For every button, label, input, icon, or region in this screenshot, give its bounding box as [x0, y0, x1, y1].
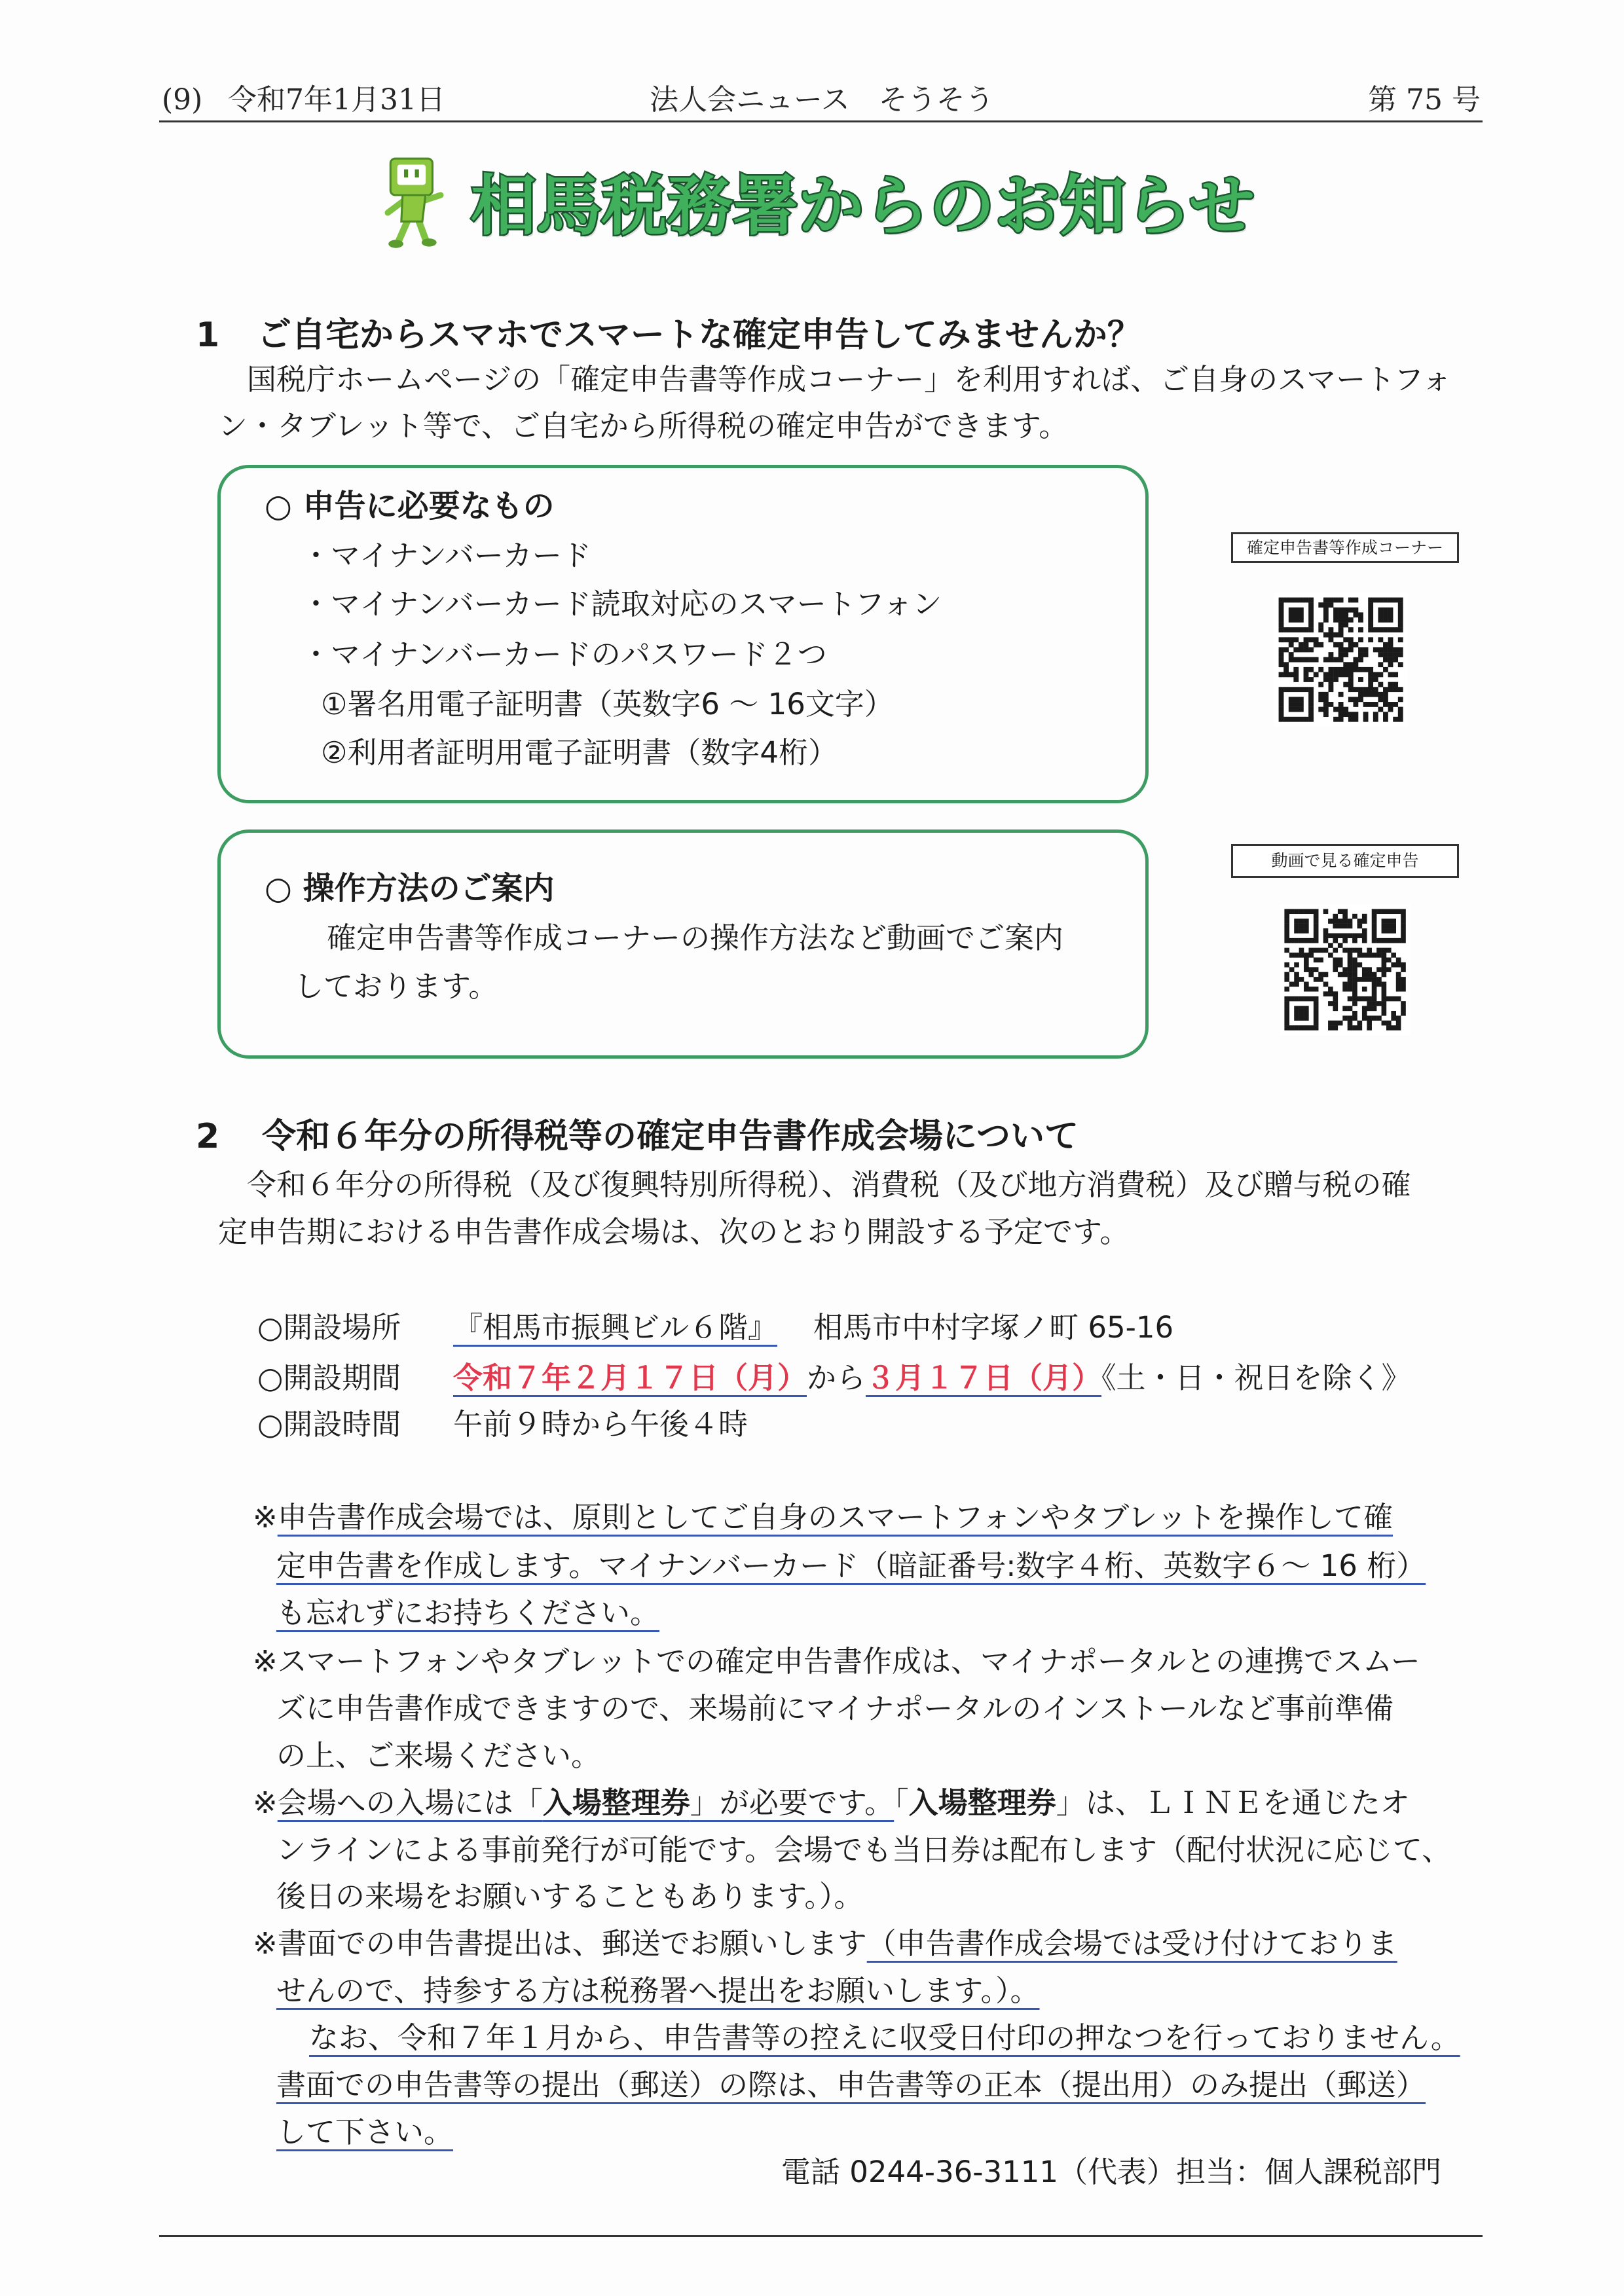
note-line	[309, 2020, 1460, 2056]
qr-code-video[interactable]	[1280, 904, 1411, 1035]
note-text: 」は、ＬＩＮＥを通じたオ	[1056, 1785, 1410, 1820]
note-line	[253, 1500, 1393, 1535]
section1-body-line: 国税庁ホームページの「確定申告書等作成コーナー」を利用すれば、ご自身のスマートフォ	[247, 362, 1452, 397]
note-text: 」が必要です。	[690, 1785, 895, 1820]
note-mark: ※	[253, 1500, 278, 1535]
venue-row	[257, 1310, 1173, 1345]
section1-number: 1	[196, 316, 220, 355]
note-line	[253, 1644, 1420, 1679]
venue-name: 『相馬市振興ビル６階』	[453, 1310, 778, 1345]
qr-code-filing-corner[interactable]	[1274, 592, 1408, 727]
note-text: ンラインによる事前発行が可能です。会場でも当日券は配布します（配付状況に応じて、	[276, 1832, 1452, 1867]
footer-rule	[159, 2235, 1483, 2237]
note-text: 定申告書を作成します。マイナンバーカード（暗証番号:数字４桁、英数字６～ 16 桁）	[276, 1548, 1426, 1583]
note-text: ズに申告書作成できますので、来場前にマイナポータルのインストールなど事前準備	[276, 1691, 1393, 1726]
note-text: ※書面での申告書提出は、郵送でお願いします	[253, 1926, 867, 1961]
header-publication: 法人会ニュース そうそう	[650, 83, 994, 117]
note-text: も忘れずにお持ちください。	[276, 1595, 660, 1630]
note-text: 「	[894, 1785, 909, 1820]
hours-row	[257, 1407, 748, 1442]
section2-body-line: 定申告期における申告書作成会場は、次のとおり開設する予定です。	[218, 1214, 1130, 1249]
required-item: ・マイナンバーカード読取対応のスマートフォン	[301, 587, 942, 621]
period-label: ○開設期間	[257, 1360, 401, 1395]
required-items-heading: ○ 申告に必要なもの	[265, 488, 555, 524]
note-line	[276, 1738, 600, 1774]
page-title: 相馬税務署からのお知らせ	[471, 168, 1255, 244]
note-line	[253, 1926, 1397, 1961]
note-line	[276, 2115, 453, 2150]
contact-line: 電話 0244-36-3111（代表）担当：個人課税部門	[781, 2155, 1441, 2189]
period-start: 令和７年２月１７日（月）	[453, 1360, 807, 1395]
note-line	[276, 1879, 863, 1914]
note-text: 申告書作成会場では、原則としてご自身のスマートフォンやタブレットを操作して確	[277, 1500, 1393, 1535]
note-text: 書面での申告書等の提出（郵送）の際は、申告書等の正本（提出用）のみ提出（郵送）	[276, 2068, 1426, 2102]
guide-heading: ○ 操作方法のご案内	[265, 870, 555, 907]
required-sub-item: ②利用者証明用電子証明書（数字4桁）	[321, 735, 838, 770]
note-text: して下さい。	[276, 2115, 454, 2149]
hours-label: ○開設時間	[257, 1407, 401, 1442]
note-text: なお、令和７年１月から、申告書等の控えに収受日付印の押なつを行っておりません。	[309, 2020, 1460, 2055]
note-text: （申告書作成会場では受け付けておりま	[866, 1926, 1397, 1961]
header-issue-number: 第 75 号	[1368, 83, 1481, 117]
qr-label-video: 動画で見る確定申告	[1231, 844, 1459, 878]
note-line	[276, 1691, 1393, 1726]
note-line	[276, 1595, 659, 1631]
section2-number: 2	[196, 1117, 220, 1156]
header-page-number: (9)	[162, 83, 203, 117]
section2-body-line: 令和６年分の所得税（及び復興特別所得税）、消費税（及び地方消費税）及び贈与税の確	[247, 1167, 1411, 1202]
header-date: 令和7年1月31日	[228, 83, 445, 117]
required-item: ・マイナンバーカード	[301, 538, 591, 573]
period-note: 《土・日・祝日を除く》	[1101, 1360, 1411, 1395]
guide-text-line: しております。	[294, 969, 498, 1004]
note-line	[276, 2068, 1426, 2103]
mascot-icon	[377, 156, 452, 254]
section1-heading: ご自宅からスマホでスマートな確定申告してみませんか？	[257, 316, 1141, 355]
period-end: ３月１７日（月）	[866, 1360, 1102, 1395]
note-line	[276, 1548, 1426, 1584]
period-connector: から	[807, 1360, 866, 1395]
note-text: 会場への入場には「	[277, 1785, 543, 1820]
guide-text-line: 確定申告書等作成コーナーの操作方法など動画でご案内	[327, 920, 1064, 955]
section1-body-line: ン・タブレット等で、ご自宅から所得税の確定申告ができます。	[218, 409, 1069, 443]
venue-label: ○開設場所	[257, 1310, 401, 1345]
period-row	[257, 1360, 1411, 1396]
note-mark: ※	[253, 1785, 278, 1820]
ticket-term: 入場整理券	[908, 1785, 1056, 1820]
note-line	[276, 1973, 1040, 2009]
required-item: ・マイナンバーカードのパスワード２つ	[301, 637, 827, 672]
ticket-term: 入場整理券	[542, 1785, 690, 1820]
note-line	[253, 1785, 1410, 1821]
note-text: の上、ご来場ください。	[276, 1738, 601, 1773]
section2-heading: 令和６年分の所得税等の確定申告書作成会場について	[262, 1117, 1079, 1156]
qr-label-filing-corner: 確定申告書等作成コーナー	[1231, 532, 1459, 563]
note-text: 後日の来場をお願いすることもあります。）。	[276, 1879, 864, 1914]
required-sub-item: ①署名用電子証明書（英数字6 ～ 16文字）	[321, 687, 894, 721]
header-rule	[159, 120, 1483, 122]
venue-address: 相馬市中村字塚ノ町 65-16	[813, 1310, 1174, 1345]
note-line	[276, 1832, 1451, 1868]
hours-value: 午前９時から午後４時	[453, 1407, 748, 1442]
note-text: せんので、持参する方は税務署へ提出をお願いします。）。	[276, 1973, 1040, 2008]
note-text: ※スマートフォンやタブレットでの確定申告書作成は、マイナポータルとの連携でスムー	[253, 1644, 1420, 1679]
